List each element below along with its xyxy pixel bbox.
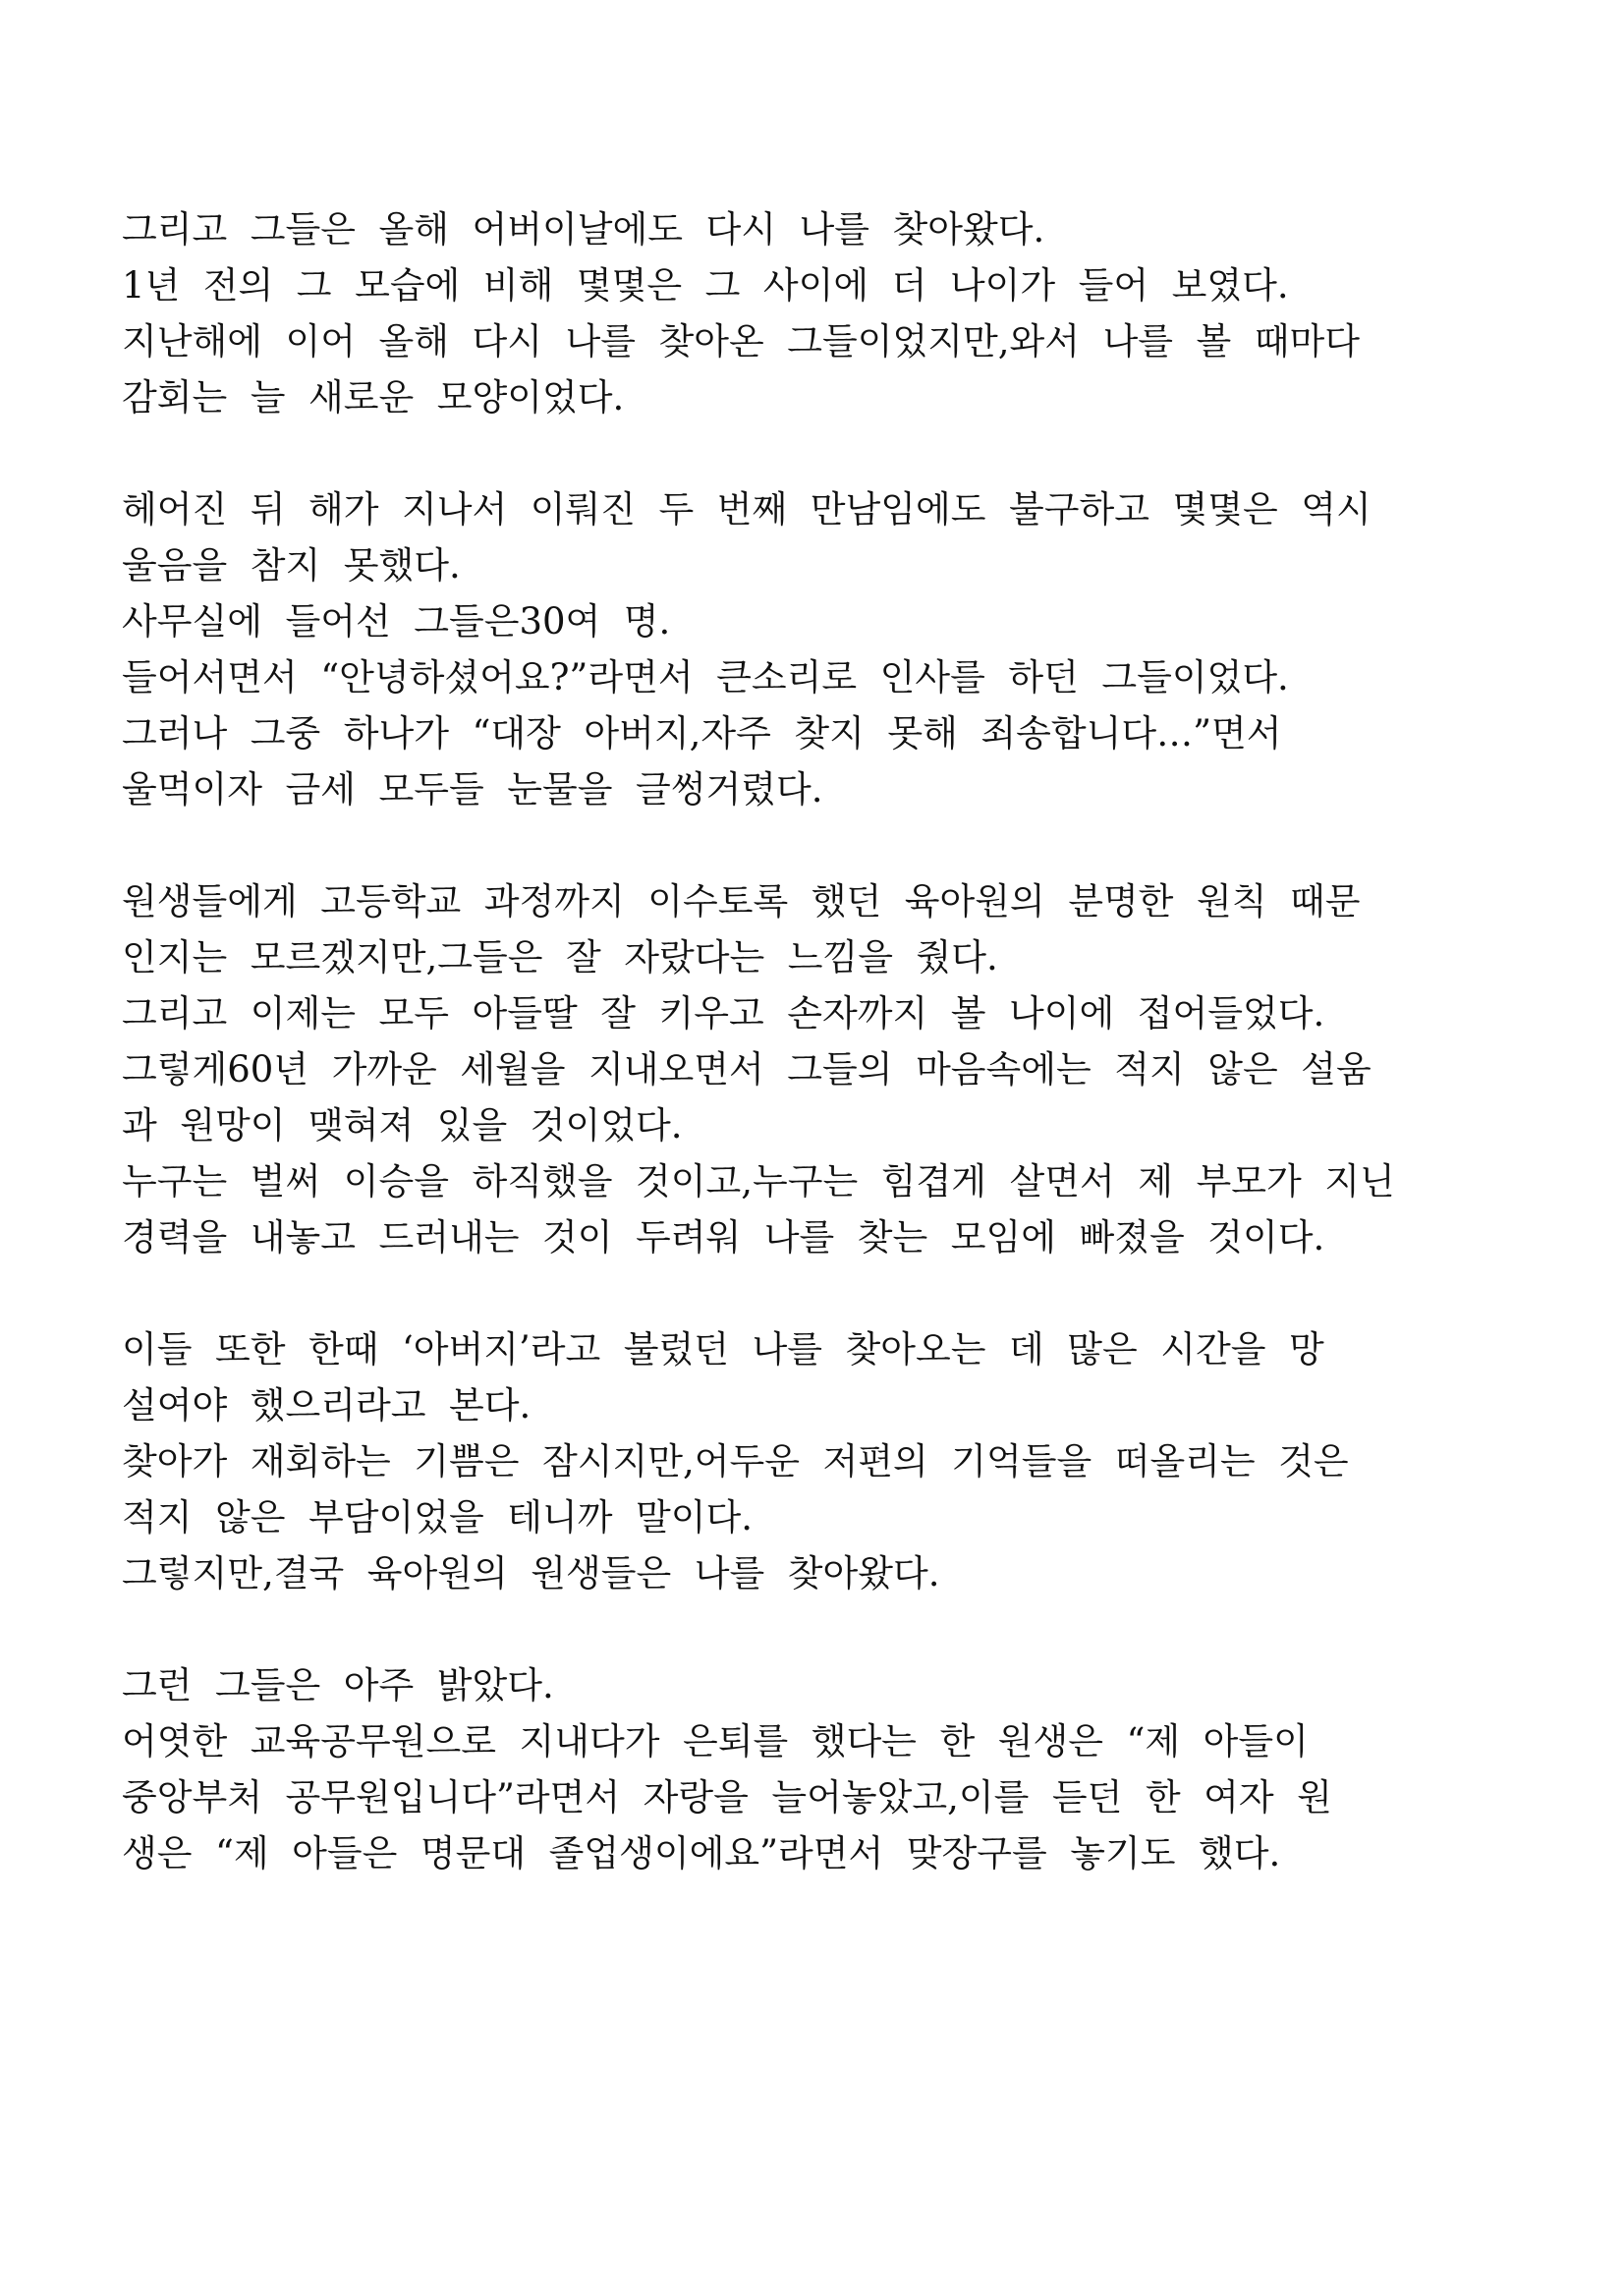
- paragraph: [122, 201, 1517, 425]
- paragraph: [122, 1321, 1517, 1601]
- text-line: 지난해에 이어 올해 다시 나를 찾아온 그들이었지만,와서 나를 볼 때마다: [122, 320, 1360, 363]
- text-line: 인지는 모르겠지만,그들은 잘 자랐다는 느낌을 줬다.: [122, 936, 998, 979]
- text-line: 찾아가 재회하는 기쁨은 잠시지만,어두운 저편의 기억들을 떠올리는 것은: [122, 1440, 1349, 1483]
- text-line: 그리고 이제는 모두 아들딸 잘 키우고 손자까지 볼 나이에 접어들었다.: [122, 992, 1325, 1035]
- text-line: 누구는 벌써 이승을 하직했을 것이고,누구는 힘겹게 살면서 제 부모가 지닌: [122, 1160, 1395, 1203]
- text-line: 그렇지만,결국 육아원의 원생들은 나를 찾아왔다.: [122, 1552, 940, 1595]
- text-line: 그리고 그들은 올해 어버이날에도 다시 나를 찾아왔다.: [122, 208, 1045, 251]
- text-line: 이들 또한 한때 ‘아버지’라고 불렀던 나를 찾아오는 데 많은 시간을 망: [122, 1328, 1324, 1371]
- text-line: 그런 그들은 아주 밝았다.: [122, 1664, 554, 1707]
- text-line: 그렇게60년 가까운 세월을 지내오면서 그들의 마음속에는 적지 않은 설움: [122, 1048, 1372, 1091]
- text-line: 들어서면서 “안녕하셨어요?”라면서 큰소리로 인사를 하던 그들이었다.: [122, 656, 1289, 699]
- text-line: 그러나 그중 하나가 “대장 아버지,자주 찾지 못해 죄송합니다…”면서: [122, 712, 1282, 755]
- text-line: 감회는 늘 새로운 모양이었다.: [122, 376, 625, 419]
- document-body: [122, 201, 1517, 1937]
- text-line: 생은 “제 아들은 명문대 졸업생이에요”라면서 맞장구를 놓기도 했다.: [122, 1832, 1281, 1875]
- text-line: 어엿한 교육공무원으로 지내다가 은퇴를 했다는 한 원생은 “제 아들이: [122, 1720, 1309, 1763]
- text-line: 울먹이자 금세 모두들 눈물을 글썽거렸다.: [122, 768, 823, 811]
- text-line: 경력을 내놓고 드러내는 것이 두려워 나를 찾는 모임에 빠졌을 것이다.: [122, 1216, 1325, 1259]
- text-line: 적지 않은 부담이었을 테니까 말이다.: [122, 1496, 753, 1539]
- text-line: 과 원망이 맺혀져 있을 것이었다.: [122, 1104, 683, 1147]
- text-line: 설여야 했으리라고 본다.: [122, 1384, 532, 1427]
- text-line: 중앙부처 공무원입니다”라면서 자랑을 늘어놓았고,이를 듣던 한 여자 원: [122, 1776, 1332, 1819]
- paragraph: [122, 481, 1517, 817]
- text-line: 헤어진 뒤 해가 지나서 이뤄진 두 번째 만남임에도 불구하고 몇몇은 역시: [122, 488, 1372, 531]
- paragraph: [122, 873, 1517, 1265]
- text-line: 울음을 참지 못했다.: [122, 544, 461, 587]
- text-line: 사무실에 들어선 그들은30여 명.: [122, 600, 671, 643]
- paragraph: [122, 1657, 1517, 1881]
- text-line: 원생들에게 고등학교 과정까지 이수토록 했던 육아원의 분명한 원칙 때문: [122, 880, 1361, 923]
- text-line: 1년 전의 그 모습에 비해 몇몇은 그 사이에 더 나이가 들어 보였다.: [122, 264, 1289, 307]
